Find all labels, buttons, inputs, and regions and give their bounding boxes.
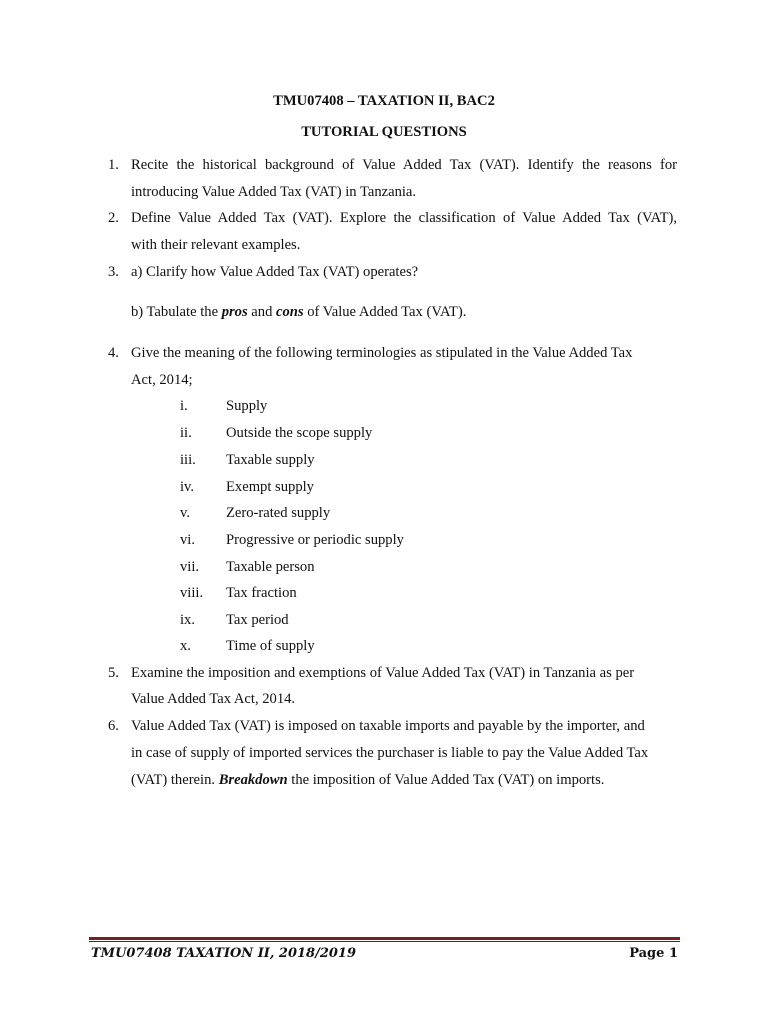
term-number: viii. [180, 585, 204, 601]
question-text-line: Define Value Added Tax (VAT). Explore the classification of Value Added Tax (VAT), [131, 210, 677, 226]
term-text: Time of supply [226, 638, 315, 654]
page-subtitle: TUTORIAL QUESTIONS [301, 124, 467, 140]
term-number: vii. [180, 559, 200, 575]
pros-emphasis: pros [221, 304, 248, 320]
question-number: 3. [108, 264, 119, 280]
term-text: Tax period [226, 612, 289, 628]
term-number: ix. [180, 612, 195, 628]
footer-course-label: TMU07408 TAXATION II, 2018/2019 [91, 946, 357, 961]
question-text-line: Act, 2014; [131, 372, 193, 388]
term-number: v. [180, 505, 190, 521]
cons-emphasis: cons [276, 304, 304, 320]
line3-prefix: (VAT) therein. [131, 772, 219, 788]
part-b-prefix: b) Tabulate the [131, 304, 222, 320]
term-text: Supply [226, 398, 268, 414]
question-text-line: Recite the historical background of Value Added Tax (VAT). Identify the reasons for [131, 157, 677, 173]
course-title: TMU07408 – TAXATION II, BAC2 [273, 93, 495, 109]
part-b-suffix: of Value Added Tax (VAT). [303, 304, 467, 320]
term-text: Tax fraction [226, 585, 297, 601]
term-text: Zero-rated supply [226, 505, 331, 521]
term-number: i. [180, 398, 188, 414]
term-text: Taxable supply [226, 452, 315, 468]
footer-rule [89, 937, 680, 940]
part-b-and: and [247, 304, 277, 320]
question-number: 6. [108, 718, 119, 734]
line3-suffix: the imposition of Value Added Tax (VAT) on imports. [287, 772, 605, 788]
question-text-line: Examine the imposition and exemptions of Value Added Tax (VAT) in Tanzania as per [131, 665, 635, 681]
term-number: iii. [180, 452, 196, 468]
question-part-a: a) Clarify how Value Added Tax (VAT) operates? [131, 264, 419, 280]
question-text-line: introducing Value Added Tax (VAT) in Tanzania. [131, 184, 417, 200]
term-number: x. [180, 638, 191, 654]
term-text: Outside the scope supply [226, 425, 373, 441]
term-number: vi. [180, 532, 195, 548]
question-number: 1. [108, 157, 119, 173]
term-number: ii. [180, 425, 192, 441]
question-text-line: Give the meaning of the following terminologies as stipulated in the Value Added Tax [131, 345, 633, 361]
term-text: Progressive or periodic supply [226, 532, 404, 548]
footer-rule-thin [89, 941, 680, 942]
question-number: 4. [108, 345, 119, 361]
question-part-b [131, 304, 466, 321]
question-text-line: with their relevant examples. [131, 237, 301, 253]
term-text: Taxable person [226, 559, 315, 575]
question-number: 2. [108, 210, 119, 226]
question-text-line: Value Added Tax (VAT) is imposed on taxable imports and payable by the importer, and [131, 718, 645, 734]
page-number: Page 1 [629, 946, 678, 961]
breakdown-emphasis: Breakdown [218, 772, 288, 788]
question-text-line: Value Added Tax Act, 2014. [131, 691, 296, 707]
question-text-line: in case of supply of imported services the purchaser is liable to pay the Value Added Tax [131, 745, 649, 761]
term-number: iv. [180, 479, 195, 495]
question-number: 5. [108, 665, 119, 681]
question-text-line [131, 772, 604, 789]
term-text: Exempt supply [226, 479, 314, 495]
